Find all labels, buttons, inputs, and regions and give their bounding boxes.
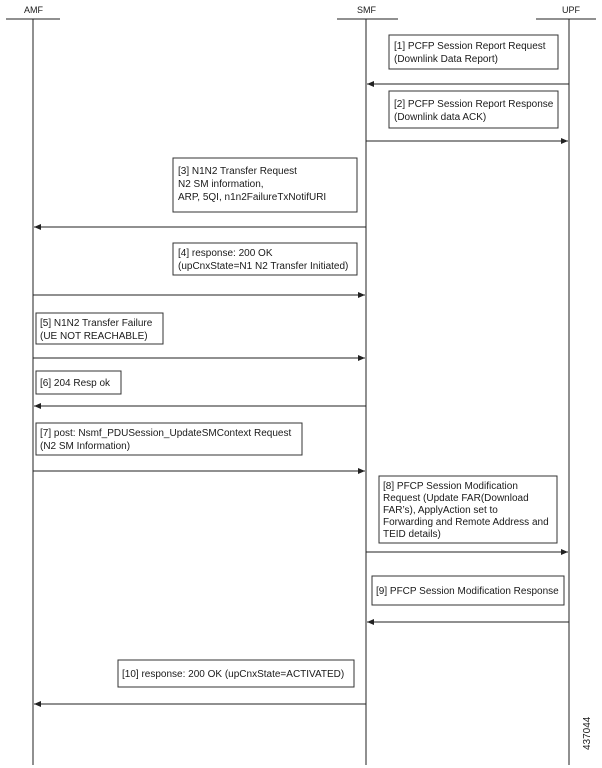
message-text: [8] PFCP Session Modification xyxy=(383,481,518,492)
message-text: [4] response: 200 OK xyxy=(178,248,273,259)
message-text: Forwarding and Remote Address and xyxy=(383,517,549,528)
message-text: N2 SM information, xyxy=(178,179,264,190)
message-text: TEID details) xyxy=(383,529,441,540)
entity-label-amf: AMF xyxy=(24,5,43,15)
message-text: (Downlink Data Report) xyxy=(394,54,498,65)
message-text: ARP, 5QI, n1n2FailureTxNotifURI xyxy=(178,192,327,203)
entity-label-upf: UPF xyxy=(562,5,580,15)
entity-label-smf: SMF xyxy=(357,5,376,15)
message-text: [9] PFCP Session Modification Response xyxy=(376,586,559,597)
message-text: (Downlink data ACK) xyxy=(394,112,487,123)
message-text: [10] response: 200 OK (upCnxState=ACTIVATED) xyxy=(122,669,345,680)
message-text: [6] 204 Resp ok xyxy=(40,378,111,389)
message-text: [1] PCFP Session Report Request xyxy=(394,41,546,52)
message-text: (N2 SM Information) xyxy=(40,441,131,452)
message-text: [3] N1N2 Transfer Request xyxy=(178,166,297,177)
message-text: (upCnxState=N1 N2 Transfer Initiated) xyxy=(178,261,349,272)
figure-id: 437044 xyxy=(582,716,593,750)
message-text: Request (Update FAR(Download xyxy=(383,493,529,504)
message-text: [2] PCFP Session Report Response xyxy=(394,99,554,110)
message-text: (UE NOT REACHABLE) xyxy=(40,331,148,342)
message-text: [5] N1N2 Transfer Failure xyxy=(40,318,153,329)
message-text: [7] post: Nsmf_PDUSession_UpdateSMContext Request xyxy=(40,428,292,439)
message-text: FAR’s), ApplyAction set to xyxy=(383,505,498,516)
